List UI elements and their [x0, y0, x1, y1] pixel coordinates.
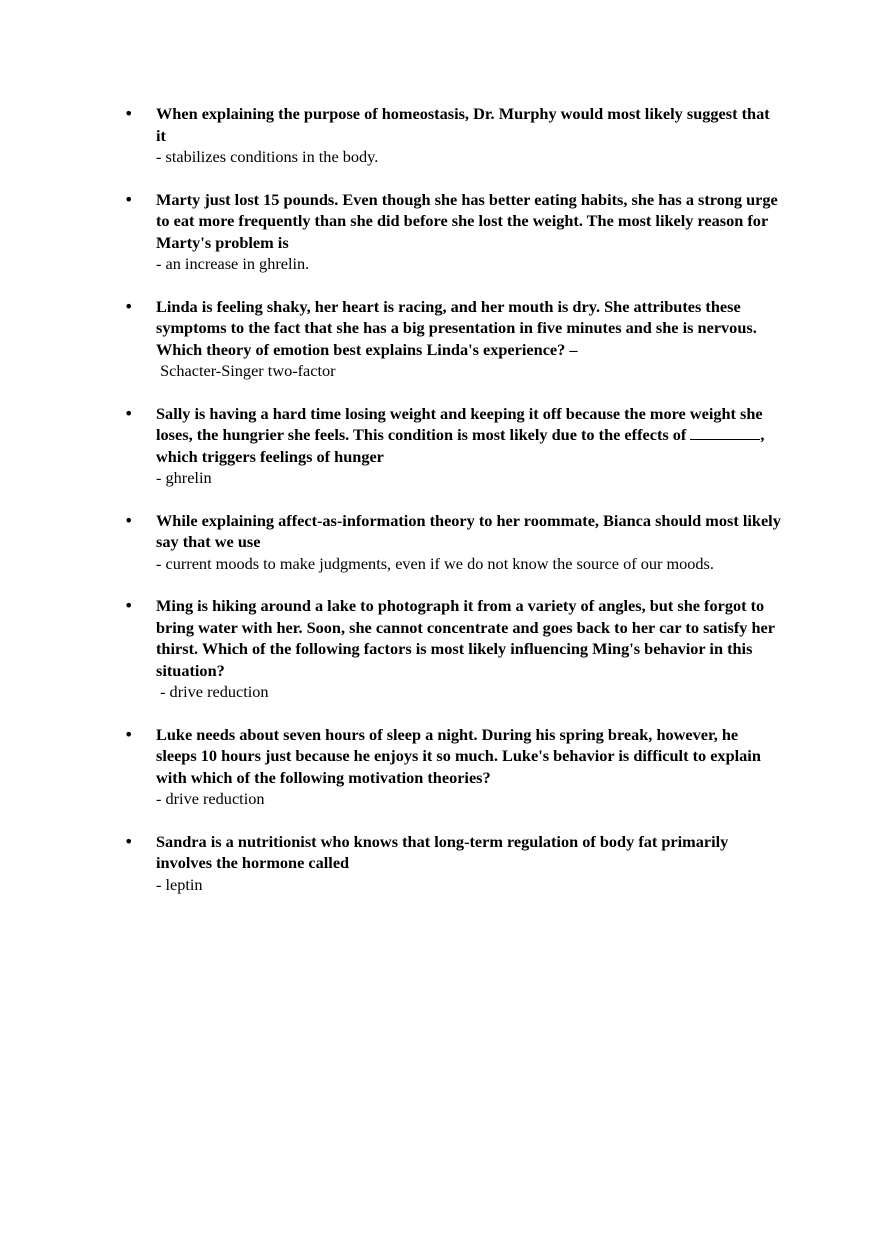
list-item-content	[156, 403, 781, 489]
list-item-content	[156, 296, 781, 382]
bullet-icon: •	[124, 189, 134, 209]
list-item-content	[156, 103, 781, 168]
list-item	[0, 595, 880, 703]
bullet-icon: •	[124, 724, 134, 744]
fill-in-blank-line	[690, 425, 760, 440]
answer-text: - leptin	[156, 874, 203, 894]
question-text: Luke needs about seven hours of sleep a night. During his spring break, however, he sleeps 10 hours just because he enjoys it so much. Luke's behavior is difficult to explain with which of the following motivation theories?	[156, 724, 761, 787]
bullet-icon: •	[124, 296, 134, 316]
answer-text: - stabilizes conditions in the body.	[156, 147, 379, 166]
list-item-content	[156, 831, 781, 896]
list-item	[0, 724, 880, 810]
bullet-icon: •	[124, 831, 134, 851]
list-item	[0, 296, 880, 382]
question-text: Sandra is a nutritionist who knows that long-term regulation of body fat primarily involves the hormone called	[156, 831, 729, 872]
list-item	[0, 189, 880, 275]
question-text-after-blank: , which triggers feelings of hunger	[156, 425, 765, 466]
question-text: Ming is hiking around a lake to photograph it from a variety of angles, but she forgot to bring water with her. Soon, she cannot concentrate and goes back to her car to satisfy her thirst. Which of the following factors is most likely influencing Ming's behavior in this situation?	[156, 596, 775, 680]
question-text-before-blank: Sally is having a hard time losing weight and keeping it off because the more weight she loses, the hungrier she feels. This condition is most likely due to the effects of	[156, 403, 763, 444]
question-text: When explaining the purpose of homeostasis, Dr. Murphy would most likely suggest that it	[156, 104, 770, 145]
answer-text: Schacter-Singer two-factor	[156, 361, 336, 380]
list-item-content	[156, 189, 781, 275]
list-item	[0, 103, 880, 168]
bullet-icon: •	[124, 596, 134, 615]
bullet-icon: •	[124, 104, 134, 123]
answer-text: - drive reduction	[156, 789, 265, 808]
answer-text: - an increase in ghrelin.	[156, 254, 310, 273]
question-text: Marty just lost 15 pounds. Even though she has better eating habits, she has a strong urge to eat more frequently than she did before she lost the weight. The most likely reason for Marty's problem is	[156, 189, 778, 252]
list-item-content	[156, 724, 781, 810]
list-item	[0, 510, 880, 575]
list-item	[0, 403, 880, 489]
bullet-icon: •	[124, 403, 134, 423]
bullet-icon: •	[124, 510, 134, 530]
question-text: While explaining affect-as-information theory to her roommate, Bianca should most likely say that we use	[156, 510, 781, 551]
list-item-content	[156, 595, 781, 703]
list-item-content	[156, 510, 781, 575]
question-text: Linda is feeling shaky, her heart is racing, and her mouth is dry. She attributes these symptoms to the fact that she has a big presentation in five minutes and she is nervous. Which theory of emotion best explains Linda's experience? –	[156, 296, 757, 359]
question-answer-list	[0, 103, 880, 916]
answer-text: - drive reduction	[156, 682, 269, 701]
answer-text: - current moods to make judgments, even if we do not know the source of our moods.	[156, 553, 714, 573]
answer-text: - ghrelin	[156, 468, 212, 487]
list-item	[0, 831, 880, 896]
question-text	[156, 403, 781, 468]
